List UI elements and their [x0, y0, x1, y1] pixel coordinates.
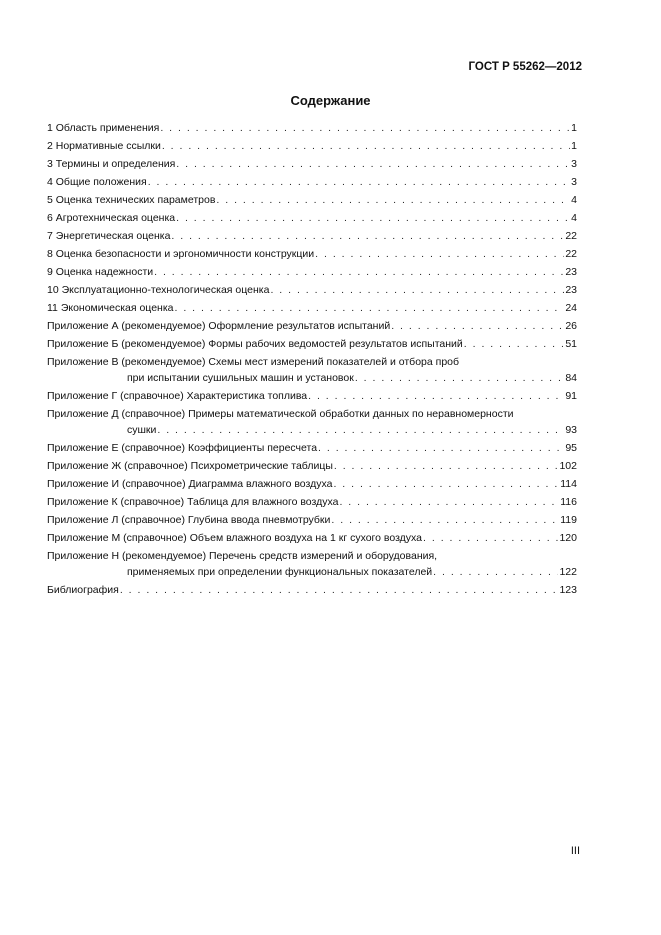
toc-entry[interactable]: [47, 264, 577, 280]
toc-entry-text: 7 Энергетическая оценка: [47, 229, 171, 242]
toc-entry[interactable]: [47, 458, 577, 474]
dot-leader: [339, 494, 559, 510]
toc-entry-text: 10 Эксплуатационно-технологическая оценка: [47, 283, 270, 296]
toc-entry-text: 9 Оценка надежности: [47, 265, 154, 278]
toc-entry-text-continued: сушки: [127, 424, 157, 437]
toc-entry-text: 4 Общие положения: [47, 175, 147, 188]
toc-page-number: 119: [560, 514, 577, 527]
dot-leader: [216, 192, 570, 208]
toc-entry-text: Приложение И (справочное) Диаграмма влажного воздуха: [47, 478, 333, 491]
toc-entry[interactable]: [47, 406, 577, 438]
toc-page-number: 3: [571, 157, 577, 170]
toc-entry[interactable]: [47, 476, 577, 492]
table-of-contents: [47, 120, 577, 600]
toc-page-number: 114: [560, 478, 577, 491]
toc-entry-text: Приложение В (рекомендуемое) Схемы мест измерений показателей и отбора проб: [47, 355, 460, 368]
toc-page-number: 22: [565, 229, 577, 242]
dot-leader: [334, 458, 559, 474]
dot-leader: [175, 300, 565, 316]
dot-leader: [318, 440, 564, 456]
toc-entry[interactable]: [47, 246, 577, 262]
toc-page-number: 93: [565, 424, 577, 437]
toc-entry[interactable]: [47, 300, 577, 316]
toc-page-number: 1: [571, 122, 577, 134]
toc-entry-text: Приложение К (справочное) Таблица для влажного воздуха: [47, 496, 339, 509]
page-title: Содержание: [290, 93, 371, 108]
dot-leader: [331, 512, 559, 528]
toc-entry-text: Приложение Ж (справочное) Психрометрические таблицы: [47, 460, 333, 473]
toc-entry[interactable]: [47, 530, 577, 546]
toc-entry[interactable]: [47, 582, 577, 598]
toc-page-number: 123: [559, 584, 577, 597]
toc-entry-text: Приложение Д (справочное) Примеры математической обработки данных по неравномерности: [47, 407, 514, 420]
toc-entry-text: Библиография: [47, 584, 119, 597]
toc-entry[interactable]: [47, 138, 577, 154]
toc-page-number: 4: [571, 211, 577, 224]
toc-entry[interactable]: [47, 228, 577, 244]
toc-entry[interactable]: [47, 210, 577, 226]
toc-entry-text: Приложение Е (справочное) Коэффициенты пересчета: [47, 442, 318, 455]
toc-entry[interactable]: [47, 156, 577, 172]
toc-page-number: 95: [565, 442, 577, 455]
dot-leader: [270, 282, 564, 298]
toc-entry-text: Приложение М (справочное) Объем влажного воздуха на 1 кг сухого воздуха: [47, 532, 423, 545]
dot-leader: [157, 422, 564, 438]
toc-entry-text: 2 Нормативные ссылки: [47, 139, 161, 152]
toc-page-number: 120: [559, 532, 577, 545]
toc-page-number: 91: [565, 389, 577, 402]
toc-page-number: 84: [565, 371, 577, 384]
toc-entry-text: 8 Оценка безопасности и эргономичности конструкции: [47, 247, 315, 260]
toc-page-number: 24: [565, 301, 577, 314]
toc-entry[interactable]: [47, 120, 577, 136]
dot-leader: [120, 582, 559, 598]
dot-leader: [423, 530, 558, 546]
toc-entry[interactable]: [47, 440, 577, 456]
dot-leader: [162, 138, 570, 154]
toc-entry-text: 1 Область применения: [47, 122, 160, 134]
toc-entry-text-continued: при испытании сушильных машин и установок: [127, 371, 354, 384]
dot-leader: [433, 564, 558, 580]
toc-entry-text: Приложение Г (справочное) Характеристика топлива: [47, 389, 308, 402]
toc-entry-text: Приложение А (рекомендуемое) Оформление результатов испытаний: [47, 319, 391, 332]
toc-entry[interactable]: [47, 318, 577, 334]
toc-page-number: 102: [559, 460, 577, 473]
dot-leader: [176, 156, 570, 172]
toc-entry[interactable]: [47, 174, 577, 190]
dot-leader: [160, 120, 570, 136]
toc-page-number: 23: [565, 265, 577, 278]
toc-entry[interactable]: [47, 282, 577, 298]
toc-entry-text: 5 Оценка технических параметров: [47, 193, 216, 206]
dot-leader: [355, 370, 564, 386]
toc-entry-text: Приложение Л (справочное) Глубина ввода пневмотрубки: [47, 514, 331, 527]
document-code: ГОСТ Р 55262—2012: [468, 61, 582, 73]
dot-leader: [315, 246, 564, 262]
toc-page-number: 4: [571, 193, 577, 206]
toc-entry-text: Приложение Б (рекомендуемое) Формы рабочих ведомостей результатов испытаний: [47, 337, 463, 350]
toc-entry[interactable]: [47, 192, 577, 208]
toc-entry-text: 11 Экономическая оценка: [47, 301, 174, 314]
toc-page-number: 3: [571, 175, 577, 188]
dot-leader: [308, 388, 564, 404]
dot-leader: [148, 174, 570, 190]
toc-entry[interactable]: [47, 354, 577, 386]
toc-entry-text: 3 Термины и определения: [47, 157, 176, 170]
toc-entry[interactable]: [47, 512, 577, 528]
dot-leader: [176, 210, 570, 226]
toc-page-number: 22: [565, 247, 577, 260]
toc-entry-text: Приложение Н (рекомендуемое) Перечень средств измерений и оборудования,: [47, 550, 438, 563]
toc-entry[interactable]: [47, 336, 577, 352]
toc-entry[interactable]: [47, 388, 577, 404]
toc-page-number: 51: [565, 337, 577, 350]
toc-entry[interactable]: [47, 494, 577, 510]
toc-page-number: 116: [560, 496, 577, 509]
toc-page-number: 1: [571, 139, 577, 152]
toc-page-number: 26: [565, 319, 577, 332]
page-number: III: [570, 845, 580, 857]
toc-page-number: 23: [565, 283, 577, 296]
dot-leader: [171, 228, 564, 244]
dot-leader: [154, 264, 564, 280]
toc-page-number: 122: [559, 566, 577, 579]
toc-entry-text: 6 Агротехническая оценка: [47, 211, 176, 224]
dot-leader: [333, 476, 559, 492]
dot-leader: [464, 336, 565, 352]
toc-entry[interactable]: [47, 548, 577, 580]
toc-entry-text-continued: применяемых при определении функциональных показателей: [127, 566, 433, 579]
dot-leader: [391, 318, 564, 334]
